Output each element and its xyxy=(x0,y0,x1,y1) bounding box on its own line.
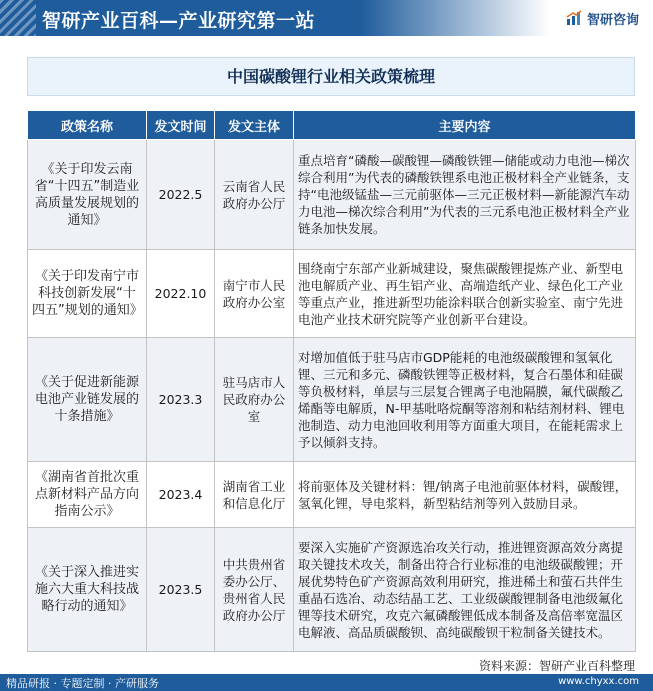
policy-issuer: 中共贵州省委办公厅、贵州省人民政府办公厅 xyxy=(215,528,294,652)
brand-name: 智研咨询 xyxy=(587,13,640,28)
policy-date: 2023.3 xyxy=(147,338,215,462)
table-row xyxy=(28,528,636,652)
banner-gradient xyxy=(360,0,550,36)
policy-date: 2022.5 xyxy=(147,140,215,250)
footer-services: 精品研报 · 专题定制 · 产研服务 xyxy=(6,677,159,690)
footer xyxy=(0,657,653,691)
policy-name: 《关于印发南宁市科技创新发展“十四五”规划的通知》 xyxy=(28,250,147,338)
policy-content: 对增加值低于驻马店市GDP能耗的电池级碳酸锂和氢氧化锂、三元和多元、磷酸铁锂等正极材料，复合石墨体和硅碳等负极材料，单层与三层复合锂离子电池隔膜，氟代碳酸乙烯酯等电解质，N-甲基吡咯烷酮等溶剂和粘结剂材料、锂电池制造、动力电池回收利用等方面重大项目，在能耗需求上予以倾斜支持。 xyxy=(294,338,636,462)
policy-date: 2023.5 xyxy=(147,528,215,652)
policy-name: 《湖南省首批次重点新材料产品方向指南公示》 xyxy=(28,462,147,528)
stripes-decoration xyxy=(0,0,36,36)
policy-content: 要深入实施矿产资源选冶攻关行动，推进锂资源高效分离提取关键技术攻关，制备出符合行业标准的电池级碳酸锂；开展优势特色矿产资源高效利用研究，推进稀土和萤石共伴生重晶石选冶、动态结晶工艺、工业级碳酸锂制备电池级氟化锂等技术研究，攻克六氟磷酸锂低成本制备及高倍率宽温区电解液、高品质碳酸钡、高纯碳酸钡干粒制备关键技术。 xyxy=(294,528,636,652)
table-title: 中国碳酸锂行业相关政策梳理 xyxy=(27,57,635,96)
policy-issuer: 南宁市人民政府办公室 xyxy=(215,250,294,338)
table-row xyxy=(28,140,636,250)
col-header-date: 发文时间 xyxy=(147,111,215,140)
footer-bar xyxy=(0,674,653,691)
policy-content: 将前驱体及关键材料：锂/钠离子电池前驱体材料，碳酸锂，氢氧化锂，导电浆料，新型粘结剂等列入鼓励目录。 xyxy=(294,462,636,528)
policy-issuer: 云南省人民政府办公厅 xyxy=(215,140,294,250)
site-title: 智研产业百科—产业研究第一站 xyxy=(42,10,316,32)
footer-website-link[interactable]: www.chyxx.com xyxy=(558,676,639,687)
policy-date: 2023.4 xyxy=(147,462,215,528)
col-header-content: 主要内容 xyxy=(294,111,636,140)
table-row xyxy=(28,462,636,528)
table-row xyxy=(28,338,636,462)
policy-issuer: 湖南省工业和信息化厅 xyxy=(215,462,294,528)
policy-issuer: 驻马店市人民政府办公室 xyxy=(215,338,294,462)
table-header-row xyxy=(28,111,636,140)
policy-date: 2022.10 xyxy=(147,250,215,338)
policy-name: 《关于促进新能源电池产业链发展的十条措施》 xyxy=(28,338,147,462)
table-row xyxy=(28,250,636,338)
policy-name: 《关于深入推进实施六大重大科技战略行动的通知》 xyxy=(28,528,147,652)
policy-content: 围绕南宁东部产业新城建设，聚焦碳酸锂提炼产业、新型电池电解质产业、再生铝产业、高端造纸产业、绿色化工产业等重点产业，推进新型功能涂料联合创新实验室、南宁先进电池产业技术研究院等产业创新平台建设。 xyxy=(294,250,636,338)
policy-name: 《关于印发云南省“十四五”制造业高质量发展规划的通知》 xyxy=(28,140,147,250)
policy-table xyxy=(27,110,636,652)
col-header-policy-name: 政策名称 xyxy=(28,111,147,140)
brand-logo-icon xyxy=(566,10,582,26)
source-note: 资料来源：智研产业百科整理 xyxy=(478,659,635,673)
top-banner xyxy=(0,0,653,36)
col-header-issuer: 发文主体 xyxy=(215,111,294,140)
policy-content: 重点培育“磷酸—碳酸锂—磷酸铁锂—储能或动力电池—梯次综合利用”为代表的磷酸铁锂系电池正极材料全产业链条，支持“电池级锰盐—三元前驱体—三元正极材料—新能源汽车动力电池—梯次综合利用”为代表的三元系电池正极材料全产业链条加快发展。 xyxy=(294,140,636,250)
policy-table-section xyxy=(27,57,635,652)
